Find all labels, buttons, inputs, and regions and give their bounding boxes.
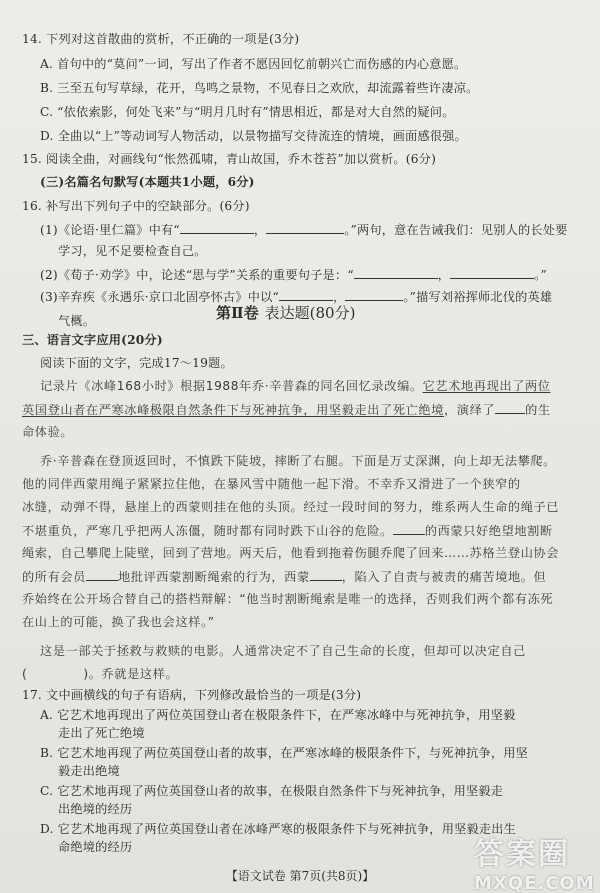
passage-line: 命体验。 <box>22 425 74 439</box>
blank[interactable] <box>450 267 534 279</box>
passage-line: 他的同伴西蒙用绳子紧紧拉住他，在暴风雪中随他一起下滑。不幸乔又滑进了一个狭窄的 <box>22 477 521 491</box>
q17-option-c-cont: 出绝境的经历 <box>58 802 133 816</box>
blank[interactable] <box>393 523 425 535</box>
q17-option-a-cont: 走出了死亡绝境 <box>58 726 145 740</box>
passage-line: ( )。乔就是这样。 <box>22 667 179 681</box>
q17-stem: 17. 文中画横线的句子有语病，下列修改最恰当的一项是(3分) <box>22 688 362 702</box>
passage-line: 这是一部关于拯救与救赎的电影。人通常决定不了自己生命的长度，但却可以决定自己 <box>40 644 526 658</box>
section-three-heading: (三)名篇名句默写(本题共1小题，6分) <box>40 175 255 189</box>
blank[interactable] <box>345 289 403 301</box>
passage-line: 记录片《冰峰168小时》根据1988年乔·辛普森的同名回忆录改编。它艺术地再现出了两位 <box>40 379 551 393</box>
reading-instruction: 阅读下面的文字，完成17～19题。 <box>40 356 233 370</box>
blank[interactable] <box>279 289 333 301</box>
q14-option-b: B. 三至五句写草绿，花开，鸟鸣之景物，不见春日之欢欣，却流露着些许凄凉。 <box>40 81 479 95</box>
section-language-heading: 三、语言文字应用(20分) <box>22 333 163 347</box>
blank[interactable] <box>86 569 118 581</box>
q17-option-d: D. 它艺术地再现了两位英国登山者在冰峰严寒的极限条件下与死神抗争，用坚毅走出生 <box>40 822 517 836</box>
q16-item1: (1)《论语·里仁篇》中有“ ， 。”两句，意在告诫我们：见别人的长处要 <box>40 223 568 237</box>
blank[interactable] <box>354 267 438 279</box>
passage-line: 乔始终在公开场合替自己的搭档辩解：“他当时割断绳索是唯一的选择，否则我们两个都有冻死 <box>22 592 554 606</box>
q16-item1-cont: 学习，见不足要检查自己。 <box>58 244 207 258</box>
q14-option-d: D. 全曲以“上”等动词写人物活动，以景物描写交待流连的情境，画面感很强。 <box>40 129 467 143</box>
blank[interactable] <box>180 222 254 234</box>
q14-option-c: C. “依依索影，何处飞来”与“明月几时有”情思相近，都是对大自然的疑问。 <box>40 105 455 119</box>
q16-item3-cont: 气概。 <box>58 314 96 328</box>
blank[interactable] <box>495 402 525 414</box>
q17-option-d-cont: 命绝境的经历 <box>58 840 133 854</box>
passage-line: 绳索，自己攀爬上陡壁，回到了营地。两天后，他看到拖着伤腿乔爬了回来……苏格兰登山协会 <box>22 546 560 560</box>
q14-stem: 14. 下列对这首散曲的赏析，不正确的一项是(3分) <box>22 32 300 46</box>
watermark <box>474 829 595 893</box>
q15-stem: 15. 阅读全曲，对画线句“怅然孤啸，青山故国，乔木苍苔”加以赏析。(6分) <box>22 152 437 166</box>
blank[interactable] <box>266 222 344 234</box>
part-two-title: 第Ⅱ卷 表达题(80分) <box>216 304 356 322</box>
q16-item3: (3)辛弃疾《永遇乐·京口北固亭怀古》中以“ ， 。”描写刘裕挥师北伐的英雄 <box>40 290 553 304</box>
q16-item2: (2)《荀子·劝学》中，论述“思与学”关系的重要句子是：“ ， 。” <box>40 268 547 282</box>
passage-line: 英国登山者在严寒冰峰极限自然条件下与死神抗争，用坚毅走出了死亡绝境，演绎了 的生 <box>22 403 551 417</box>
passage-line: 的所有会员 地批评西蒙割断绳索的行为，西蒙 ，陷入了自责与被责的痛苦境地。但 <box>22 570 547 584</box>
q17-option-b-cont: 毅走出绝境 <box>58 764 120 778</box>
watermark-site: MXQE.COM <box>474 873 595 893</box>
q17-option-c: C. 它艺术地再现了两位英国登山者的故事，在极限自然条件下与死神抗争，用坚毅走 <box>40 784 504 798</box>
blank[interactable] <box>310 569 342 581</box>
q17-option-b: B. 它艺术地再现了两位英国登山者的故事，在严寒冰峰的极限条件下，与死神抗争，用坚 <box>40 746 529 760</box>
page-footer: 【语文试卷 第7页(共8页)】 <box>225 869 375 883</box>
passage-line: 不堪重负，严寒几乎把两人冻僵，随时都有同时跌下山谷的危险。 的西蒙只好绝望地割断 <box>22 524 553 538</box>
passage-line: 冰缝，动弹不得，悬崖上的西蒙则挂在他的头顶。经过一段时间的努力，维系两人生命的绳子已 <box>22 500 560 514</box>
watermark-logo: 答案圈 <box>474 837 570 872</box>
q14-option-a: A. 首句中的“莫问”一词，写出了作者不愿因回忆前朝兴亡而伤感的内心意愿。 <box>40 57 467 71</box>
passage-line: 乔·辛普森在登顶返回时，不慎跌下陡坡，摔断了右腿。下面是万丈深渊，向上却无法攀爬。 <box>40 454 556 468</box>
q16-stem: 16. 补写出下列句子中的空缺部分。(6分) <box>22 199 250 213</box>
q17-option-a: A. 它艺术地再现出了两位英国登山者在极限条件下，在严寒冰峰中与死神抗争，用坚毅 <box>40 708 516 722</box>
passage-line: 在山上的可能，换了我也会这样。” <box>22 615 215 629</box>
